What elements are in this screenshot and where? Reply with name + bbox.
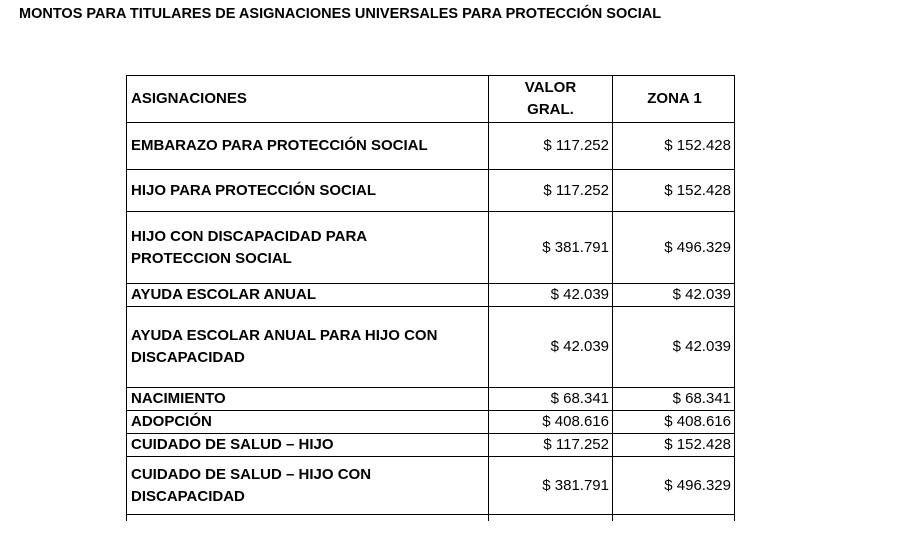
row-valor-gral: $ 42.039 <box>489 307 613 388</box>
row-label: CUIDADO DE SALUD – HIJO <box>127 434 489 457</box>
row-label: EMBARAZO PARA PROTECCIÓN SOCIAL <box>127 123 489 170</box>
row-label: CUIDADO DE SALUD – HIJO CON DISCAPACIDAD <box>127 457 489 515</box>
row-valor-gral: $ 117.252 <box>489 123 613 170</box>
header-zona-1: ZONA 1 <box>613 76 735 123</box>
table-tail-cell <box>613 515 735 522</box>
header-asignaciones: ASIGNACIONES <box>127 76 489 123</box>
table-row <box>127 170 735 212</box>
row-zona-1: $ 496.329 <box>613 457 735 515</box>
table-row <box>127 212 735 284</box>
header-valor-gral: VALOR GRAL. <box>489 76 613 123</box>
row-zona-1: $ 68.341 <box>613 388 735 411</box>
row-zona-1: $ 152.428 <box>613 123 735 170</box>
table-tail-cell <box>489 515 613 522</box>
row-valor-gral: $ 68.341 <box>489 388 613 411</box>
table-tail-cell <box>127 515 489 522</box>
row-valor-gral: $ 381.791 <box>489 212 613 284</box>
row-valor-gral: $ 117.252 <box>489 170 613 212</box>
row-zona-1: $ 152.428 <box>613 434 735 457</box>
row-valor-gral: $ 42.039 <box>489 284 613 307</box>
row-zona-1: $ 42.039 <box>613 284 735 307</box>
table-tail-row <box>127 515 735 522</box>
row-label: NACIMIENTO <box>127 388 489 411</box>
row-zona-1: $ 408.616 <box>613 411 735 434</box>
row-valor-gral: $ 381.791 <box>489 457 613 515</box>
amounts-table <box>126 75 735 521</box>
page-title: MONTOS PARA TITULARES DE ASIGNACIONES UNIVERSALES PARA PROTECCIÓN SOCIAL <box>19 6 662 22</box>
row-zona-1: $ 152.428 <box>613 170 735 212</box>
row-zona-1: $ 496.329 <box>613 212 735 284</box>
row-zona-1: $ 42.039 <box>613 307 735 388</box>
row-valor-gral: $ 117.252 <box>489 434 613 457</box>
table-row <box>127 284 735 307</box>
row-label: AYUDA ESCOLAR ANUAL <box>127 284 489 307</box>
row-valor-gral: $ 408.616 <box>489 411 613 434</box>
table-row <box>127 411 735 434</box>
row-label: HIJO PARA PROTECCIÓN SOCIAL <box>127 170 489 212</box>
table-header-row <box>127 76 735 123</box>
table-row <box>127 388 735 411</box>
row-label: ADOPCIÓN <box>127 411 489 434</box>
table-row <box>127 123 735 170</box>
row-label: HIJO CON DISCAPACIDAD PARA PROTECCION SOCIAL <box>127 212 489 284</box>
row-label: AYUDA ESCOLAR ANUAL PARA HIJO CON DISCAPACIDAD <box>127 307 489 388</box>
table-row <box>127 307 735 388</box>
table-row <box>127 457 735 515</box>
table-row <box>127 434 735 457</box>
